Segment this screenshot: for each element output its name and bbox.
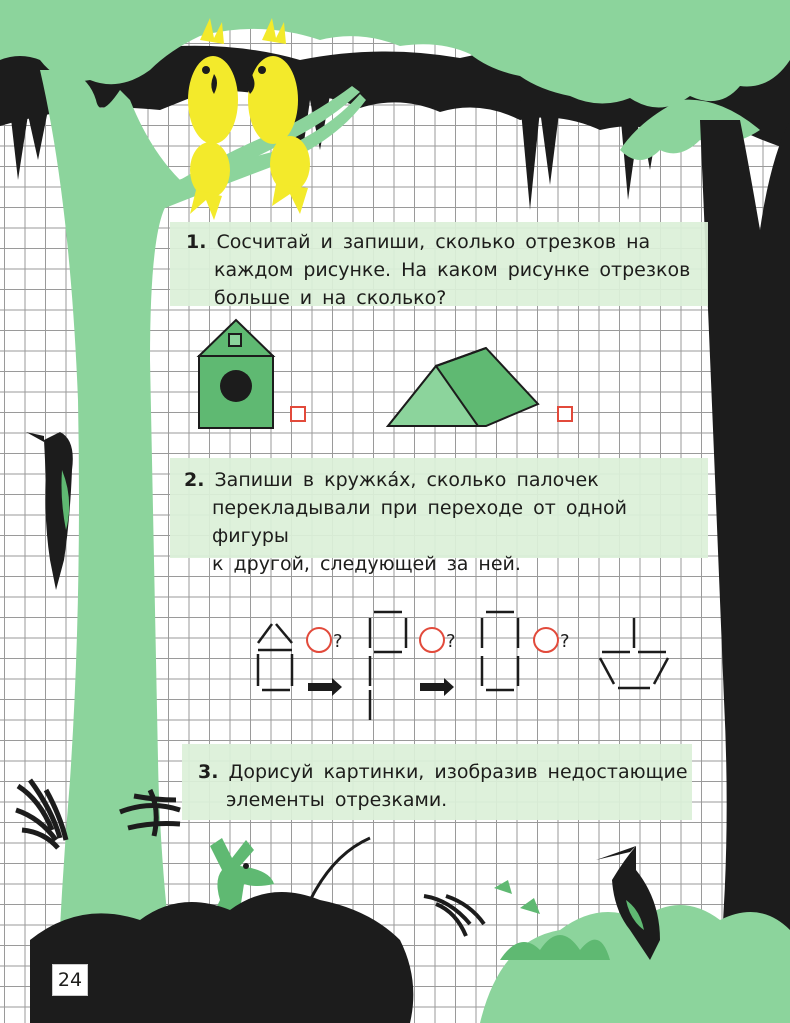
stick-figure-2 <box>370 612 406 720</box>
question-mark-1: ? <box>333 631 343 652</box>
arrow-right-1 <box>308 678 342 696</box>
answer-circle-3 <box>534 628 558 652</box>
arrow-right-2 <box>420 678 454 696</box>
task-3-panel <box>182 744 692 820</box>
question-mark-2: ? <box>446 631 456 652</box>
task-2-number: 2. <box>184 469 205 491</box>
task-3-number: 3. <box>198 761 219 783</box>
task-3-line-2: элементы отрезками. <box>226 789 448 811</box>
task-2-line-3: к другой, следующей за ней. <box>212 553 521 575</box>
task-1-line-3: больше и на сколько? <box>214 287 447 309</box>
task-1-line-1: Сосчитай и запиши, сколько отрезков на <box>216 231 651 253</box>
stick-figure-3 <box>482 612 518 690</box>
task-2-line-2: перекладывали при переходе от одной фигуры <box>212 497 627 547</box>
page-number: 24 <box>52 964 88 996</box>
stick-figure-house <box>258 624 292 690</box>
answer-circle-1 <box>307 628 331 652</box>
answer-circle-2 <box>420 628 444 652</box>
task-1-number: 1. <box>186 231 207 253</box>
task-1-line-2: каждом рисунке. На каком рисунке отрезков <box>214 259 691 281</box>
question-mark-3: ? <box>560 631 570 652</box>
task-2-line-1: Запиши в кружка́х, сколько палочек <box>214 469 599 491</box>
task-3-line-1: Дорисуй картинки, изобразив недостающие <box>228 761 688 783</box>
stick-figure-basket <box>600 618 668 688</box>
